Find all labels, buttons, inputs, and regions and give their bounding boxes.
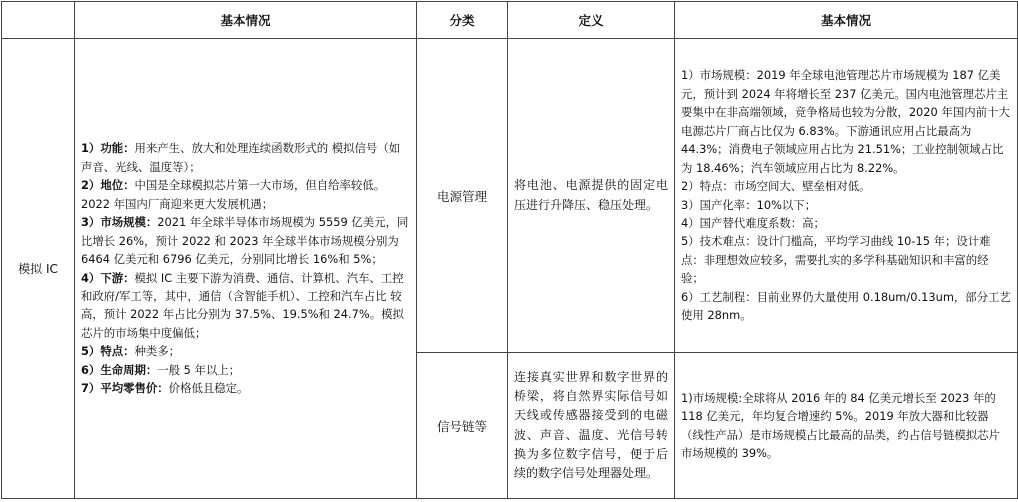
header-definition: 定义 — [508, 2, 675, 39]
detail-item: 2）特点：市场空间大、壁垒相对低。 — [681, 179, 871, 194]
detail-item: 1）市场规模：2019 年全球电池管理芯片市场规模为 187 亿美元，预计到 2024 年将增长至 237 亿美元。国内电池管理芯片主要集中在非高端领域，竞争格局也较为分散，2020 年国内前十大电源芯片厂商占比仅为 6.83%。下游通讯应用占比最高为 44.3%；消费电子领域应用占比为 21.51%；工业控制领域占比为 18.46%；汽车领域应用占比为 8.22%。 — [681, 68, 1010, 175]
basic-info-cell — [75, 39, 417, 499]
definition-signal-chain: 连接真实世界和数字世界的桥梁，将自然界实际信号如天线或传感器接受到的电磁波、声音、温度、光信号转换为多位数字信号，便于后续的数字信号处理器处理。 — [508, 353, 675, 499]
header-row — [2, 2, 1018, 39]
detail-item: 6）工艺制程：目前业界仍大量使用 0.18um/0.13um，部分工艺使用 28nm。 — [681, 289, 1011, 323]
basic-info-item: 5）特点：种类多； — [81, 344, 181, 359]
details-power-management — [675, 39, 1018, 353]
detail-item: 1)市场规模:全球将从 2016 年的 84 亿美元增长至 2023 年的 118 亿美元，年均复合增速约 5%。2019 年放大器和比较器（线性产品）是市场规模占比最高的品类，约占信号链模拟芯片市场规模的 39%。 — [681, 390, 1000, 460]
basic-info-item: 2）地位：中国是全球模拟芯片第一大市场，但自给率较低。2022 年国内厂商迎来更大发展机遇； — [81, 178, 386, 211]
class-signal-chain: 信号链等 — [417, 353, 508, 499]
class-power-management: 电源管理 — [417, 39, 508, 353]
category-cell: 模拟 IC — [2, 39, 75, 499]
header-basic-info: 基本情况 — [75, 2, 417, 39]
definition-power-management: 将电池、电源提供的固定电压进行升降压、稳压处理。 — [508, 39, 675, 353]
table-row — [2, 39, 1018, 353]
details-signal-chain — [675, 353, 1018, 499]
basic-info-item: 3）市场规模：2021 年全球半导体市场规模为 5559 亿美元，同比增长 26%，预计 2022 和 2023 年全球半体市场规模分别为 6464 亿美元和 6796 亿美元，分别同比增长 16%和 5%； — [81, 215, 409, 267]
basic-info-item: 6）生命周期：一般 5 年以上； — [81, 362, 241, 377]
header-empty — [2, 2, 75, 39]
basic-info-item: 4）下游：模拟 IC 主要下游为消费、通信、计算机、汽车、工控和政府/军工等，其中，通信（含智能手机）、工控和汽车占比 较高，预计 2022 年占比分别为 37.5%、19.5%和 24.7%。模拟芯片的市场集中度偏低； — [81, 270, 404, 340]
header-basic-info-2: 基本情况 — [675, 2, 1018, 39]
header-class: 分类 — [417, 2, 508, 39]
detail-item: 4）国产替代难度系数：高； — [681, 215, 825, 230]
analog-ic-table — [1, 1, 1018, 499]
basic-info-item: 7）平均零售价：价格低且稳定。 — [81, 381, 249, 396]
detail-item: 3）国产化率：10%以下； — [681, 197, 817, 212]
detail-item: 5）技术难点：设计门槛高，平均学习曲线 10-15 年；设计难点：非理想效应较多，需要扎实的多学科基础知识和丰富的经验； — [681, 234, 991, 286]
basic-info-item: 1）功能：用来产生、放大和处理连续函数形式的 模拟信号（如声音、光线、温度等）； — [81, 141, 401, 174]
